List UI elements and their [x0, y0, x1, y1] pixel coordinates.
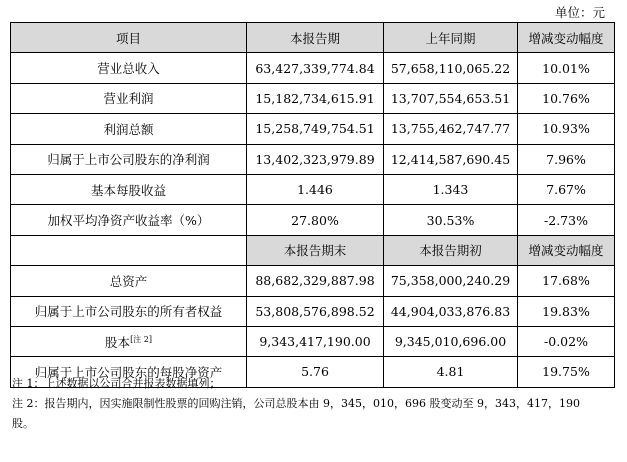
row-item: 加权平均净资产收益率（%）	[11, 205, 247, 235]
header-current-period: 本报告期	[247, 23, 384, 53]
row-current: 88,682,329,887.98	[247, 266, 384, 296]
subheader-change: 增减变动幅度	[518, 235, 615, 265]
row-item-share-capital	[11, 326, 247, 356]
row-change: -0.02%	[518, 326, 615, 356]
subheader-period-start: 本报告期初	[384, 235, 518, 265]
row-prior: 44,904,033,876.83	[384, 296, 518, 326]
table-subheader-row	[11, 235, 615, 265]
row-current: 15,258,749,754.51	[247, 114, 384, 144]
table-row	[11, 144, 615, 174]
footnote-2-continued: 股。	[12, 417, 34, 430]
row-current: 5.76	[247, 357, 384, 387]
row-prior: 13,755,462,747.77	[384, 114, 518, 144]
row-item: 归属于上市公司股东的每股净资产	[11, 357, 247, 387]
row-current: 53,808,576,898.52	[247, 296, 384, 326]
row-item: 营业利润	[11, 83, 247, 113]
footnote-ref: [注 2]	[130, 334, 152, 344]
row-change: 10.93%	[518, 114, 615, 144]
row-current: 9,343,417,190.00	[247, 326, 384, 356]
row-current: 13,402,323,979.89	[247, 144, 384, 174]
row-change: 10.01%	[518, 53, 615, 83]
table-row	[11, 53, 615, 83]
row-change: 10.76%	[518, 83, 615, 113]
subheader-period-end: 本报告期末	[247, 235, 384, 265]
row-change: 17.68%	[518, 266, 615, 296]
unit-label: 单位：元	[554, 5, 605, 20]
row-item: 基本每股收益	[11, 174, 247, 204]
subheader-blank	[11, 235, 247, 265]
row-change: -2.73%	[518, 205, 615, 235]
header-item: 项目	[11, 23, 247, 53]
row-change: 7.67%	[518, 174, 615, 204]
row-prior: 30.53%	[384, 205, 518, 235]
row-current: 15,182,734,615.91	[247, 83, 384, 113]
row-item: 归属于上市公司股东的所有者权益	[11, 296, 247, 326]
row-item: 利润总额	[11, 114, 247, 144]
row-item: 总资产	[11, 266, 247, 296]
table-row	[11, 205, 615, 235]
row-change: 19.83%	[518, 296, 615, 326]
table-header-row	[11, 23, 615, 53]
footnote-2: 注 2：报告期内，因实施限制性股票的回购注销，公司总股本由 9，345，010，696 股变动至 9，343，417，190	[12, 397, 580, 410]
row-item: 归属于上市公司股东的净利润	[11, 144, 247, 174]
table-row	[11, 174, 615, 204]
footnote-1: 注 1：上述数据以公司合并报表数据填列；	[12, 377, 221, 390]
row-item: 营业总收入	[11, 53, 247, 83]
table-row	[11, 266, 615, 296]
row-prior: 9,345,010,696.00	[384, 326, 518, 356]
header-prior-year: 上年同期	[384, 23, 518, 53]
row-prior: 12,414,587,690.45	[384, 144, 518, 174]
row-prior: 13,707,554,653.51	[384, 83, 518, 113]
row-prior: 1.343	[384, 174, 518, 204]
header-change: 增减变动幅度	[518, 23, 615, 53]
financial-summary-table	[10, 22, 615, 388]
row-prior: 75,358,000,240.29	[384, 266, 518, 296]
footnotes	[12, 374, 612, 434]
row-prior: 4.81	[384, 357, 518, 387]
table-row	[11, 114, 615, 144]
row-item-label: 股本	[105, 334, 131, 350]
row-current: 1.446	[247, 174, 384, 204]
table-row	[11, 83, 615, 113]
row-change: 7.96%	[518, 144, 615, 174]
row-current: 63,427,339,774.84	[247, 53, 384, 83]
table-row	[11, 326, 615, 356]
row-prior: 57,658,110,065.22	[384, 53, 518, 83]
table-row	[11, 296, 615, 326]
row-current: 27.80%	[247, 205, 384, 235]
row-change: 19.75%	[518, 357, 615, 387]
